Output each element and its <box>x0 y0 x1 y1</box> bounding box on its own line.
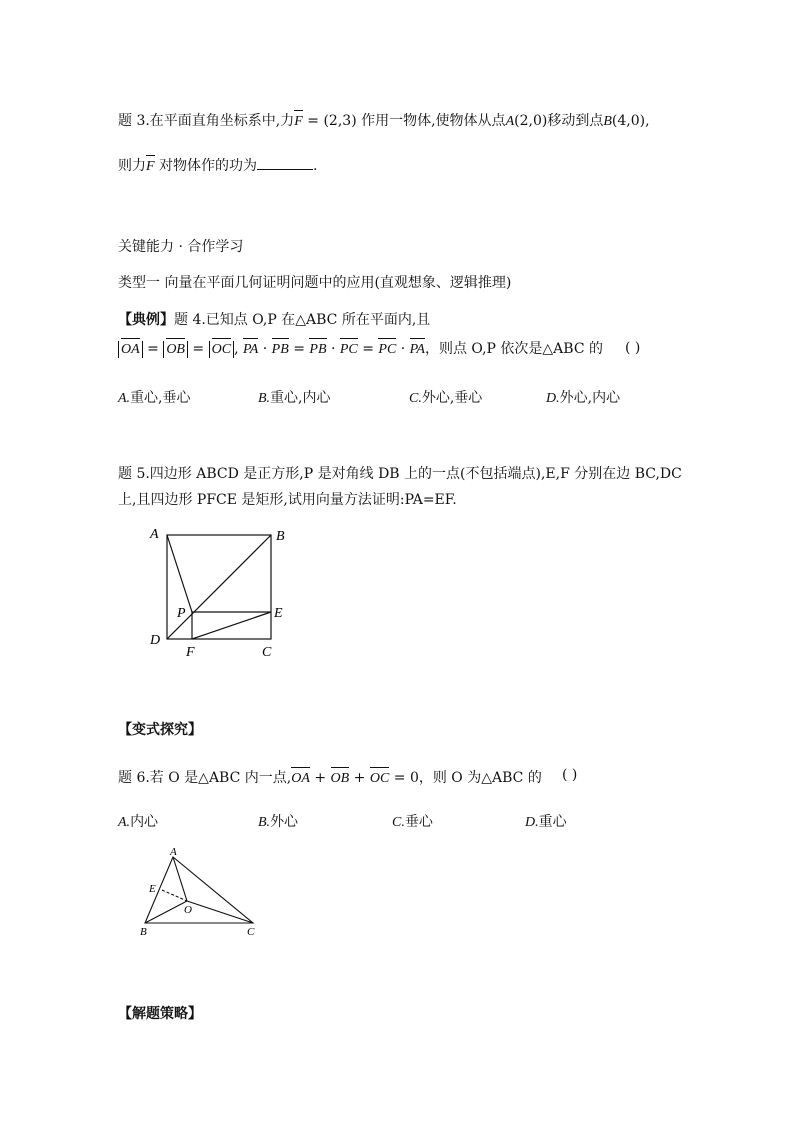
option-text: 外心,垂心 <box>421 390 483 406</box>
q4-conclusion: ，则点 O,P 依次是△ABC 的 <box>424 341 603 357</box>
variant-title: 【变式探究】 <box>118 722 202 738</box>
point-b-coord: (4,0), <box>611 113 650 129</box>
q6-option-a[interactable] <box>118 811 158 831</box>
option-text: 外心 <box>270 814 299 830</box>
q5-line1: 题 5.四边形 ABCD 是正方形,P 是对角线 DB 上的一点(不包括端点),E,F 分别在边 BC,DC <box>118 466 682 482</box>
segment-co <box>187 901 253 923</box>
abs-ob <box>163 341 188 358</box>
q4-stem-line <box>118 309 430 329</box>
label-a-q6: A <box>170 846 177 858</box>
label-o-q6: O <box>184 904 192 916</box>
segment-ao <box>173 857 187 901</box>
force-vector: F <box>294 114 303 129</box>
label-e-q6: E <box>149 883 156 895</box>
q3-move: 移动到点 <box>547 113 604 129</box>
strategy-title: 【解题策略】 <box>118 1006 202 1022</box>
segment-pa <box>167 535 192 612</box>
vec-pa: PA <box>242 342 259 357</box>
segment-ef <box>192 612 271 639</box>
q3-line2 <box>118 155 317 175</box>
q6-stem-suffix: ，则 O 为△ABC 的 <box>418 770 542 786</box>
force-value: = (2,3) <box>307 113 357 129</box>
vec-oc-q6: OC <box>369 771 390 786</box>
point-b: B <box>603 114 612 129</box>
vec-pb-2: PB <box>309 342 327 357</box>
option-text: 重心 <box>538 814 567 830</box>
q4-stem: 题 4.已知点 O,P 在△ABC 所在平面内,且 <box>174 312 431 328</box>
q5-line2: 上,且四边形 PFCE 是矩形,试用向量方法证明:PA=EF. <box>118 492 457 508</box>
vec-ob-q6: OB <box>330 771 350 786</box>
zero-vector: = 0 <box>393 770 419 786</box>
q6-option-b[interactable] <box>258 811 298 831</box>
label-d: D <box>150 633 161 648</box>
option-letter: B. <box>258 391 271 406</box>
q6-option-d[interactable] <box>525 811 567 831</box>
q4-bracket-label: 【典例】 <box>118 312 174 328</box>
q3-prefix: 题 3.在平面直角坐标系中,力 <box>118 113 295 129</box>
q3-line2-prefix: 则力 <box>118 158 146 174</box>
diagonal-db <box>167 535 271 639</box>
option-text: 外心,内心 <box>559 390 621 406</box>
option-text: 重心,垂心 <box>130 390 191 406</box>
vec-pc: PC <box>339 342 358 357</box>
option-text: 垂心 <box>404 814 433 830</box>
q3-mid: 作用一物体,使物体从点 <box>361 113 506 129</box>
segment-bo <box>145 901 187 923</box>
abs-oc <box>209 341 234 358</box>
square-figure <box>140 520 310 665</box>
label-f: F <box>186 645 195 660</box>
label-c: C <box>262 645 272 660</box>
option-letter: D. <box>525 815 539 830</box>
option-letter: C. <box>409 391 422 406</box>
vec-oa: OA <box>121 342 140 357</box>
q4-option-b[interactable] <box>258 387 331 407</box>
vec-ob: OB <box>166 342 185 357</box>
option-letter: A. <box>118 391 131 406</box>
q4-paren: ( ) <box>625 340 641 356</box>
vec-pa-2: PA <box>409 342 425 357</box>
point-a: A <box>505 114 515 129</box>
q6-paren: ( ) <box>562 767 578 783</box>
q6-stem-line: 题 6.若 O 是△ABC 内一点,OA + OB + OC = 0，则 O 为△ABC 的 <box>118 770 542 786</box>
q4-option-d[interactable] <box>546 387 620 407</box>
q3-line1 <box>118 110 650 130</box>
option-text: 重心,内心 <box>270 390 331 406</box>
q6-option-c[interactable] <box>392 811 433 831</box>
label-a: A <box>150 527 159 542</box>
q4-formula-line: OA = OB = OC , PA · PB = PB · PC = PC · PA，则点 O,P 依次是△ABC 的 <box>118 338 603 358</box>
force-vector-2: F <box>146 159 155 174</box>
vec-oa-q6: OA <box>291 771 310 786</box>
option-letter: A. <box>118 815 131 830</box>
option-letter: D. <box>546 391 560 406</box>
triangle-abc <box>145 857 253 923</box>
point-a-coord: (2,0) <box>514 113 548 129</box>
label-p: P <box>177 606 186 621</box>
vec-pc-2: PC <box>378 342 397 357</box>
answer-blank[interactable] <box>257 155 313 170</box>
label-c-q6: C <box>247 926 255 938</box>
option-text: 内心 <box>130 814 159 830</box>
vec-oc: OC <box>211 342 232 357</box>
label-e: E <box>274 606 283 621</box>
option-letter: C. <box>392 815 405 830</box>
q6-stem-prefix: 题 6.若 O 是△ABC 内一点, <box>118 770 292 786</box>
q4-option-a[interactable] <box>118 387 191 407</box>
label-b-q6: B <box>140 926 147 938</box>
label-b: B <box>276 529 285 544</box>
option-letter: B. <box>258 815 271 830</box>
q3-line2-suffix: 对物体作的功为 <box>159 158 258 174</box>
q3-end: . <box>313 158 318 174</box>
segment-eo-dashed <box>162 890 187 901</box>
triangle-figure <box>135 845 270 940</box>
section-title: 关键能力 · 合作学习 <box>118 239 244 255</box>
abs-oa <box>118 341 143 358</box>
vec-pb: PB <box>271 342 289 357</box>
type-one-heading: 类型一 向量在平面几何证明问题中的应用(直观想象、逻辑推理) <box>118 275 512 291</box>
q4-option-c[interactable] <box>409 387 482 407</box>
